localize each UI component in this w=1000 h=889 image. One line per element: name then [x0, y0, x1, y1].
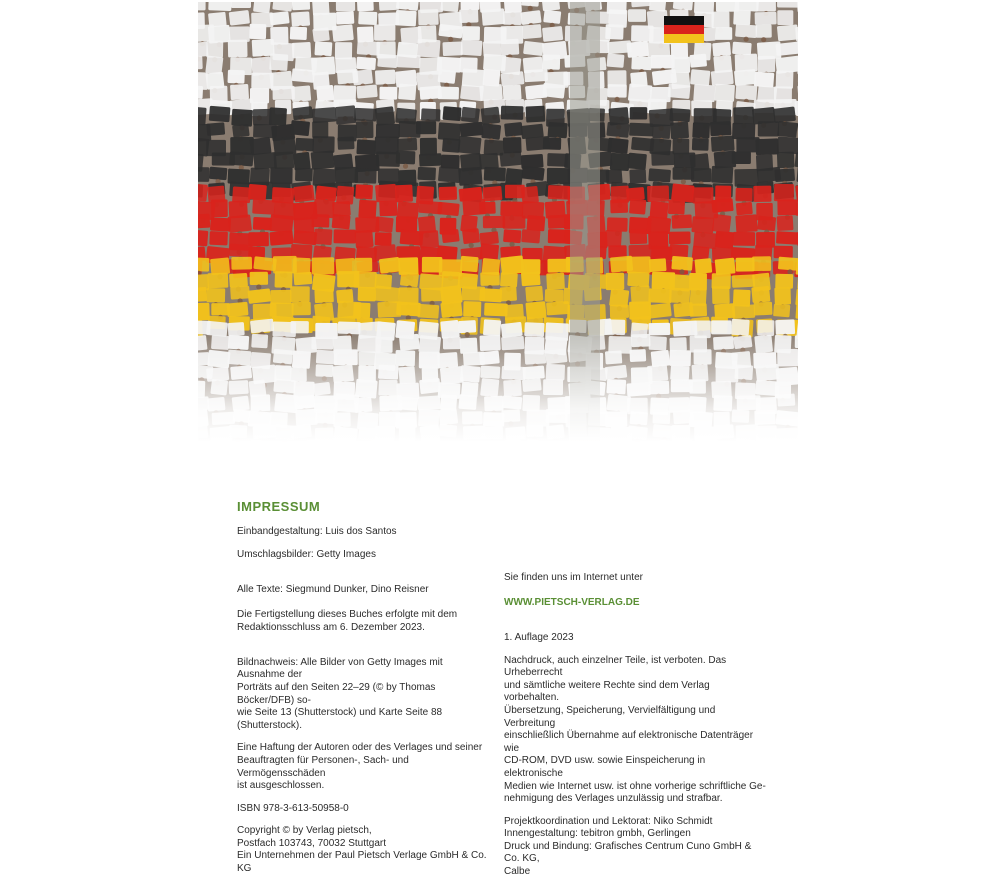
website-link[interactable]: WWW.PIETSCH-VERLAG.DE: [504, 597, 766, 610]
internet-block: [504, 559, 766, 622]
production-credits: Projektkoordination und Lektorat: Niko Schmidt Innengestaltung: tebitron gmbh, Gerlingen Druck und Bindung: Grafisches Centrum Cuno GmbH & Co. KG, Calbe: [504, 816, 766, 879]
isbn: ISBN 978-3-613-50958-0: [237, 803, 492, 816]
cover-images-credit: Umschlagsbilder: Getty Images: [237, 549, 492, 562]
rights-note: Nachdruck, auch einzelner Teile, ist verboten. Das Urheberrecht und sämtliche weitere Rechte sind dem Verlag vorbehalten. Übersetzung, Speicherung, Vervielfältigung und Verbreitung einschließlich Übernahme auf elektronische Datenträger wie CD-ROM, DVD usw. sowie Einspeicherung in elektronische Medien wie Internet usw. ist ohne vorherige schriftliche Ge- nehmigung des Verlages unzulässig und strafbar.: [504, 655, 766, 806]
photo-credits: Bildnachweis: Alle Bilder von Getty Images mit Ausnahme der Porträts auf den Seiten 22–29 (© by Thomas Böcker/DFB) so- wie Seite 13 (Shutterstock) und Karte Seite 88 (Shutterstock).: [237, 657, 492, 733]
completion-note: Die Fertigstellung dieses Buches erfolgte mit dem Redaktionsschluss am 6. Dezember 2023.: [237, 609, 492, 634]
publisher-column: [504, 559, 766, 889]
texts-credit-block: [237, 571, 492, 647]
liability-note: Eine Haftung der Autoren oder des Verlages und seiner Beauftragten für Personen-, Sach- und Vermögensschäden ist ausgeschlossen.: [237, 742, 492, 792]
cover-design-credit: Einbandgestaltung: Luis dos Santos: [237, 526, 492, 539]
cover-photo: [198, 2, 798, 442]
copyright-note: Copyright © by Verlag pietsch, Postfach 103743, 70032 Stuttgart Ein Unternehmen der Paul Pietsch Verlage GmbH & Co. KG: [237, 825, 492, 875]
imprint-column: [237, 500, 492, 886]
edition: 1. Auflage 2023: [504, 632, 766, 645]
imprint-heading: IMPRESSUM: [237, 500, 492, 514]
texts-credit: Alle Texte: Siegmund Dunker, Dino Reisner: [237, 584, 492, 597]
internet-label: Sie finden uns im Internet unter: [504, 572, 766, 585]
photo-fade: [198, 332, 798, 442]
